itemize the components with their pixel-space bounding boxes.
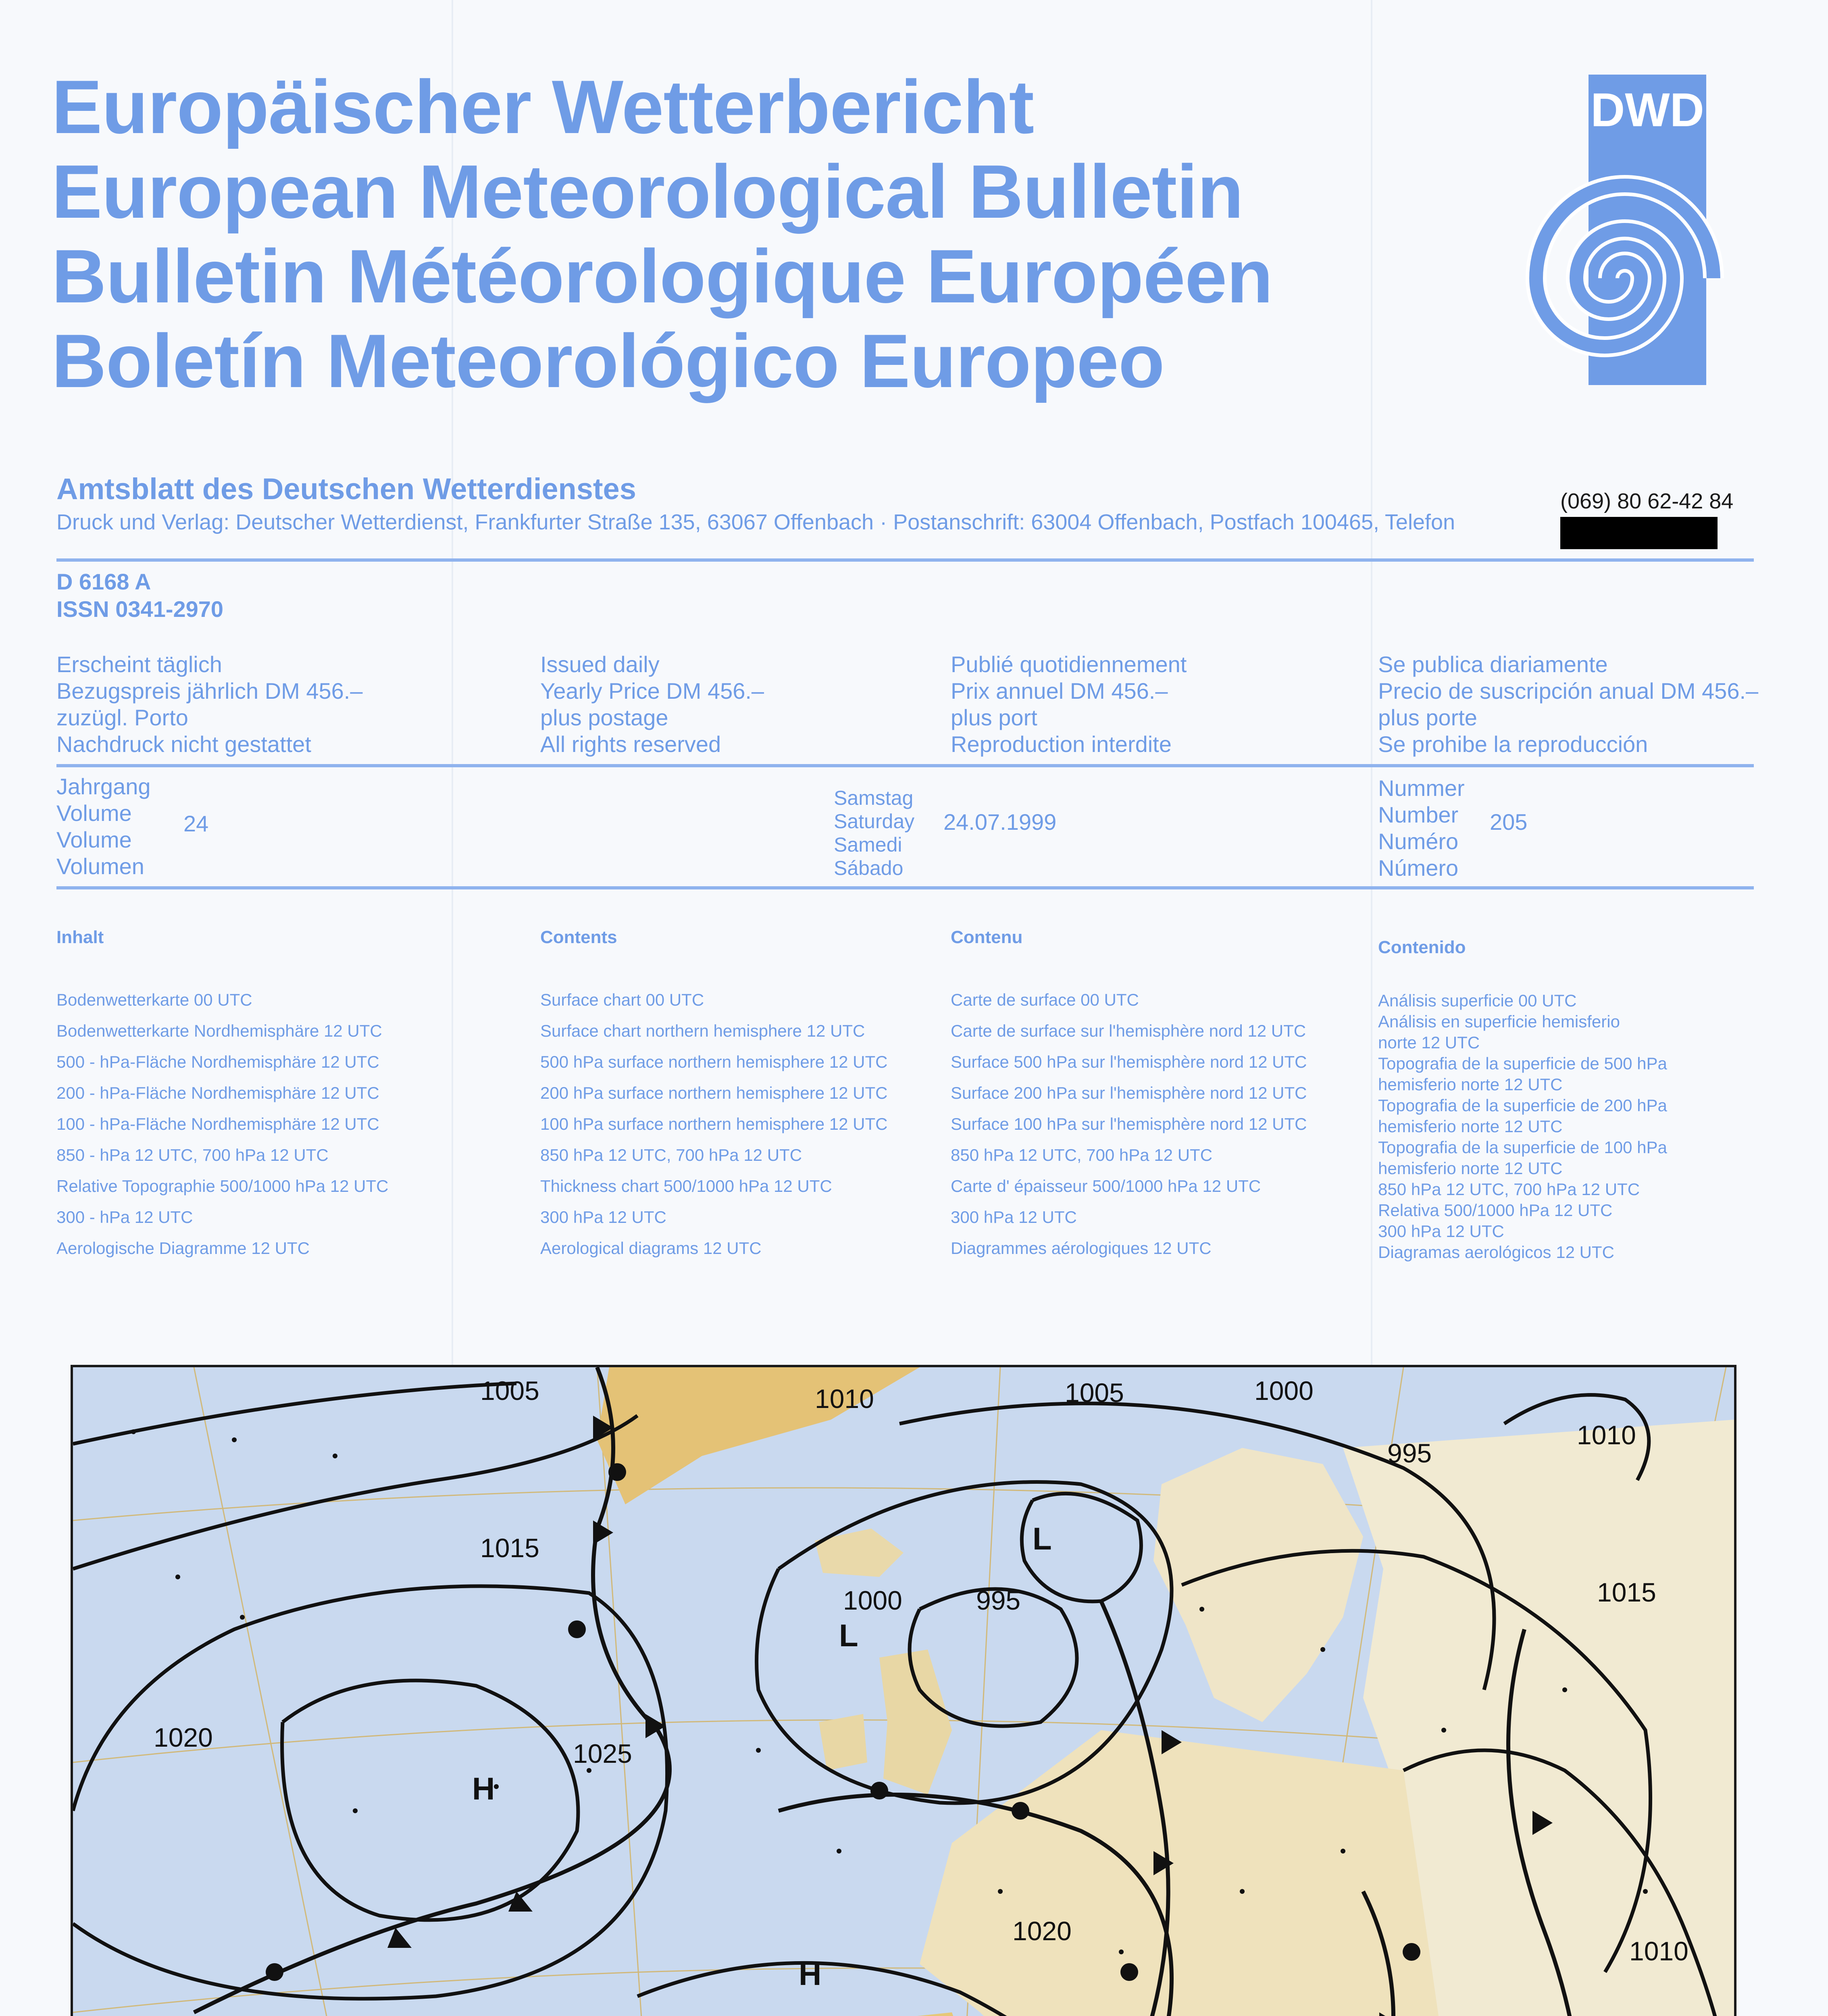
toc-item: norte 12 UTC: [1378, 1033, 1480, 1052]
pricing-line: Issued daily: [540, 652, 660, 677]
day-label: Saturday: [834, 810, 915, 833]
title-spanish: Boletín Meteorológico Europeo: [52, 319, 1164, 403]
day-label: Samedi: [834, 833, 902, 856]
toc-item: Bodenwetterkarte 00 UTC: [56, 990, 252, 1009]
toc-item: Análisis superficie 00 UTC: [1378, 991, 1577, 1010]
isobar-label: 995: [1387, 1438, 1432, 1468]
number-label: Nummer: [1378, 775, 1465, 801]
pricing-line: plus postage: [540, 705, 668, 730]
toc-item: Carte de surface 00 UTC: [951, 990, 1139, 1009]
toc-item: 500 - hPa-Fläche Nordhemisphäre 12 UTC: [56, 1052, 379, 1071]
isobar-label: 1005: [1065, 1378, 1124, 1408]
pricing-line: All rights reserved: [540, 731, 721, 757]
volume-label: Volume: [56, 800, 132, 826]
toc-item: 500 hPa surface northern hemisphere 12 UTC: [540, 1052, 888, 1071]
redaction-bar: [1560, 517, 1718, 549]
toc-item: 850 - hPa 12 UTC, 700 hPa 12 UTC: [56, 1145, 329, 1164]
toc-item: 100 - hPa-Fläche Nordhemisphäre 12 UTC: [56, 1114, 379, 1133]
toc-item: hemisferio norte 12 UTC: [1378, 1075, 1563, 1094]
day-label: Samstag: [834, 787, 914, 809]
title-german: Europäischer Wetterbericht: [52, 65, 1034, 149]
toc-item: 850 hPa 12 UTC, 700 hPa 12 UTC: [951, 1145, 1213, 1164]
pricing-line: Reproduction interdite: [951, 731, 1172, 757]
logo-text: DWD: [1591, 83, 1704, 137]
title-english: European Meteorological Bulletin: [52, 149, 1243, 234]
isobar-label: 1020: [1012, 1916, 1072, 1946]
toc-item: Análisis en superficie hemisferio: [1378, 1012, 1620, 1031]
divider: [56, 558, 1754, 562]
pricing-line: Precio de suscripción anual DM 456.–: [1378, 678, 1759, 704]
issn-code: ISSN 0341-2970: [56, 596, 224, 622]
isobar-label: 1025: [573, 1739, 632, 1768]
pricing-line: Prix annuel DM 456.–: [951, 678, 1168, 704]
pricing-line: Publié quotidiennement: [951, 652, 1187, 677]
isobar-label: 1000: [843, 1585, 902, 1615]
pricing-line: Erscheint täglich: [56, 652, 222, 677]
toc-item: hemisferio norte 12 UTC: [1378, 1117, 1563, 1136]
toc-item: 200 - hPa-Fläche Nordhemisphäre 12 UTC: [56, 1083, 379, 1102]
high-pressure-center: H: [799, 1956, 822, 1992]
isobar-label: 995: [976, 1585, 1021, 1615]
isobar-layer: [73, 1367, 1734, 2016]
toc-item: 850 hPa 12 UTC, 700 hPa 12 UTC: [540, 1145, 802, 1164]
pricing-line: zuzügl. Porto: [56, 705, 188, 730]
toc-heading: Inhalt: [56, 927, 104, 947]
surface-weather-map: [71, 1365, 1736, 2016]
low-pressure-center: L: [1033, 1521, 1052, 1556]
toc-item: Topografia de la superficie de 500 hPa: [1378, 1054, 1667, 1073]
high-pressure-center: H: [472, 1771, 495, 1806]
day-label: Sábado: [834, 857, 904, 879]
pricing-line: plus port: [951, 705, 1037, 730]
toc-item: 300 hPa 12 UTC: [1378, 1222, 1504, 1241]
toc-item: Aerologische Diagramme 12 UTC: [56, 1239, 310, 1258]
publisher-address: Druck und Verlag: Deutscher Wetterdienst, Frankfurter Straße 135, 63067 Offenbach · Postanschrift: 63004 Offenbach, Postfach 100465, Telefon: [56, 510, 1455, 534]
pricing-line: Yearly Price DM 456.–: [540, 678, 764, 704]
toc-item: Thickness chart 500/1000 hPa 12 UTC: [540, 1177, 832, 1195]
toc-item: Surface chart 00 UTC: [540, 990, 704, 1009]
toc-item: 300 hPa 12 UTC: [540, 1208, 666, 1227]
pricing-line: Nachdruck nicht gestattet: [56, 731, 311, 757]
volume-label: Volumen: [56, 854, 144, 879]
isobar-label: 1010: [815, 1384, 874, 1414]
phone-number: (069) 80 62-42 84: [1560, 489, 1734, 513]
divider: [56, 764, 1754, 767]
toc-heading: Contenu: [951, 927, 1023, 947]
isobar-label: 1015: [1597, 1577, 1656, 1607]
issue-number: 205: [1490, 809, 1528, 835]
isobar-label: 1005: [480, 1376, 539, 1406]
number-label: Number: [1378, 802, 1459, 827]
toc-item: Carte de surface sur l'hemisphère nord 12 UTC: [951, 1021, 1306, 1040]
toc-item: Diagrammes aérologiques 12 UTC: [951, 1239, 1212, 1258]
spiral-logo-icon: [1492, 157, 1758, 399]
isobar-label: 1010: [1577, 1420, 1636, 1450]
publication-code: D 6168 A: [56, 569, 151, 594]
toc-item: Surface 100 hPa sur l'hemisphère nord 12 UTC: [951, 1114, 1307, 1133]
toc-item: 850 hPa 12 UTC, 700 hPa 12 UTC: [1378, 1180, 1640, 1199]
pricing-line: plus porte: [1378, 705, 1477, 730]
divider: [56, 886, 1754, 889]
toc-item: Relative Topographie 500/1000 hPa 12 UTC: [56, 1177, 389, 1195]
pricing-line: Se prohibe la reproducción: [1378, 731, 1648, 757]
toc-item: hemisferio norte 12 UTC: [1378, 1159, 1563, 1178]
toc-item: Surface 500 hPa sur l'hemisphère nord 12 UTC: [951, 1052, 1307, 1071]
pricing-line: Bezugspreis jährlich DM 456.–: [56, 678, 363, 704]
isobar-label: 1015: [480, 1533, 539, 1563]
isobar-label: 1020: [154, 1722, 213, 1752]
toc-item: Diagramas aerológicos 12 UTC: [1378, 1243, 1614, 1262]
isobar-label: 1000: [1254, 1376, 1314, 1406]
toc-item: Surface chart northern hemisphere 12 UTC: [540, 1021, 865, 1040]
toc-item: Surface 200 hPa sur l'hemisphère nord 12 UTC: [951, 1083, 1307, 1102]
toc-item: Topografia de la superficie de 100 hPa: [1378, 1138, 1667, 1157]
volume-label: Jahrgang: [56, 774, 151, 799]
pricing-line: Se publica diariamente: [1378, 652, 1608, 677]
toc-item: Aerological diagrams 12 UTC: [540, 1239, 762, 1258]
toc-item: 300 - hPa 12 UTC: [56, 1208, 193, 1227]
toc-heading: Contenido: [1378, 937, 1466, 957]
volume-label: Volume: [56, 827, 132, 852]
toc-item: Carte d' épaisseur 500/1000 hPa 12 UTC: [951, 1177, 1261, 1195]
toc-item: Relativa 500/1000 hPa 12 UTC: [1378, 1201, 1613, 1220]
toc-item: Bodenwetterkarte Nordhemisphäre 12 UTC: [56, 1021, 382, 1040]
number-label: Número: [1378, 855, 1459, 881]
toc-item: 200 hPa surface northern hemisphere 12 UTC: [540, 1083, 888, 1102]
isobar-label: 1010: [1629, 1936, 1689, 1966]
number-label: Numéro: [1378, 829, 1459, 854]
issue-date: 24.07.1999: [943, 809, 1057, 835]
toc-heading: Contents: [540, 927, 617, 947]
title-french: Bulletin Météorologique Européen: [52, 234, 1273, 319]
toc-item: Topografia de la superficie de 200 hPa: [1378, 1096, 1667, 1115]
toc-item: 100 hPa surface northern hemisphere 12 UTC: [540, 1114, 888, 1133]
official-gazette-label: Amtsblatt des Deutschen Wetterdienstes: [56, 472, 636, 506]
volume-number: 24: [183, 811, 209, 836]
low-pressure-center: L: [839, 1618, 858, 1653]
toc-item: 300 hPa 12 UTC: [951, 1208, 1077, 1227]
